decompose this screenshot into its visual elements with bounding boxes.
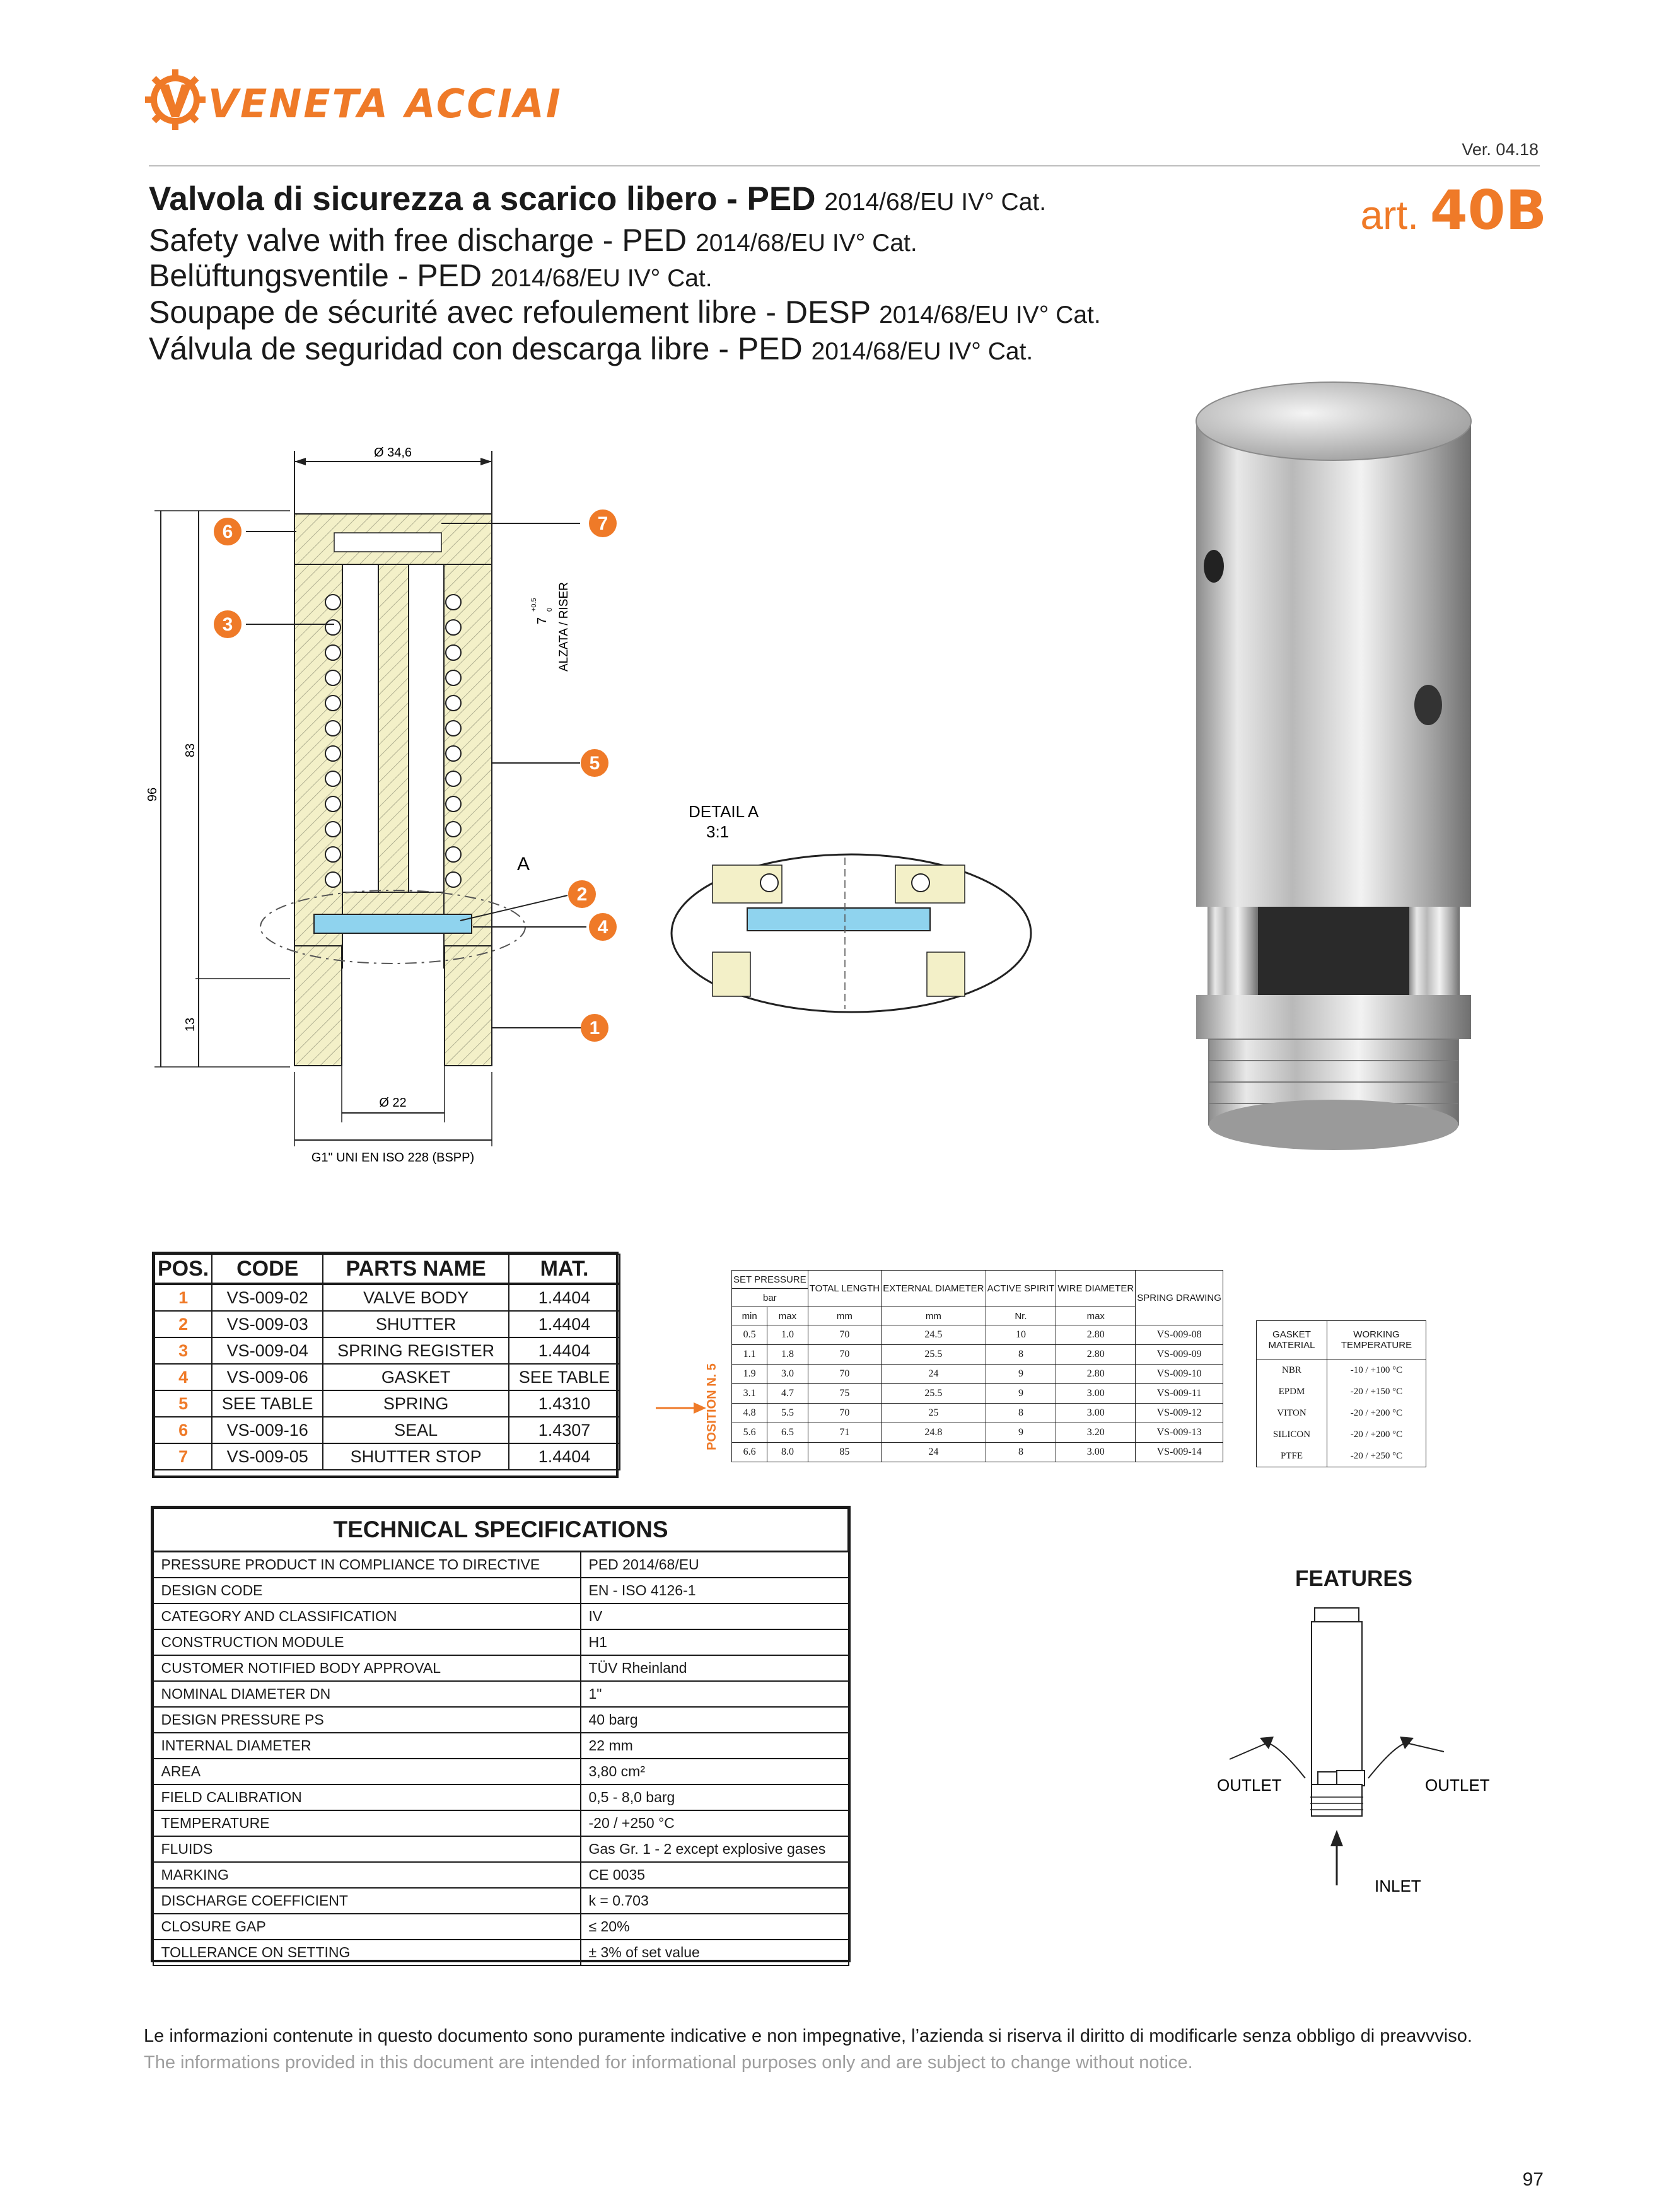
- header-external-diameter: EXTERNAL DIAMETER: [882, 1271, 986, 1307]
- cell: 9: [986, 1384, 1056, 1404]
- table-row: [153, 1784, 849, 1810]
- thread-note: G1" UNI EN ISO 228 (BSPP): [311, 1151, 475, 1165]
- callout-1: 1: [589, 1018, 600, 1039]
- outlet-arrow-icon: [1230, 1743, 1267, 1759]
- cell: 3: [154, 1337, 212, 1364]
- position-label: POSITION N. 5: [705, 1363, 719, 1450]
- dim-total-height: 96: [146, 787, 160, 802]
- parts-table-frame: [152, 1252, 619, 1478]
- article-number: art. 40B: [1360, 179, 1547, 242]
- table-row: [732, 1325, 1223, 1345]
- title-de: Belüftungsventile - PED 2014/68/EU IV° Cat.: [149, 258, 713, 293]
- spec-value: -20 / +250 °C: [581, 1810, 849, 1836]
- table-row: [732, 1384, 1223, 1404]
- cell: -20 / +150 °C: [1327, 1381, 1426, 1402]
- cell: 3.0: [767, 1365, 808, 1384]
- version-label: Ver. 04.18: [1462, 140, 1539, 159]
- header-set-pressure: SET PRESSURE: [732, 1271, 808, 1289]
- cell: 85: [808, 1443, 881, 1462]
- cell: 24.8: [882, 1423, 986, 1443]
- table-row: [732, 1404, 1223, 1423]
- spec-key: DISCHARGE COEFFICIENT: [153, 1888, 581, 1914]
- table-row: [732, 1365, 1223, 1384]
- cell: -20 / +200 °C: [1327, 1402, 1426, 1424]
- cell: VS-009-05: [212, 1443, 323, 1470]
- spec-value: 3,80 cm²: [581, 1759, 849, 1784]
- title-en: Safety valve with free discharge - PED 2014/68/EU IV° Cat.: [149, 223, 917, 258]
- cell: GASKET: [323, 1364, 509, 1390]
- cell: VS-009-14: [1136, 1443, 1223, 1462]
- detail-title: DETAIL A: [689, 802, 759, 821]
- table-row: [153, 1629, 849, 1655]
- title-es: Válvula de seguridad con descarga libre - PED 2014/68/EU IV° Cat.: [149, 331, 1033, 366]
- header-working-temperature: WORKING TEMPERATURE: [1327, 1321, 1426, 1359]
- header-max: max: [767, 1307, 808, 1325]
- cell: VS-009-10: [1136, 1365, 1223, 1384]
- cell: 1.4404: [509, 1443, 620, 1470]
- brand-logo-icon: [144, 68, 207, 131]
- disclaimer-it: Le informazioni contenute in questo documento sono puramente indicative e non impegnative, l’azienda si riserva il diritto di modificarle senza obbligo di preavvviso.: [144, 2026, 1472, 2046]
- arrow-right-icon: [656, 1399, 706, 1417]
- cell: 4.7: [767, 1384, 808, 1404]
- header-unit-max: max: [1056, 1307, 1136, 1325]
- table-row: [153, 1604, 849, 1629]
- cell: 7: [154, 1443, 212, 1470]
- cell: VS-009-03: [212, 1311, 323, 1337]
- cell: 2.80: [1056, 1325, 1136, 1345]
- cell: 1.4404: [509, 1284, 620, 1311]
- spec-value: ≤ 20%: [581, 1914, 849, 1940]
- riser-value: 7: [535, 617, 549, 624]
- cell: SEE TABLE: [509, 1364, 620, 1390]
- table-row: [153, 1862, 849, 1888]
- cell: 6: [154, 1417, 212, 1443]
- cell: 3.00: [1056, 1384, 1136, 1404]
- cell: VS-009-02: [212, 1284, 323, 1311]
- table-row: [153, 1759, 849, 1784]
- cell: 3.00: [1056, 1404, 1136, 1423]
- cell: SHUTTER: [323, 1311, 509, 1337]
- cell: SHUTTER STOP: [323, 1443, 509, 1470]
- header-spring-drawing: SPRING DRAWING: [1136, 1271, 1223, 1325]
- cell: 2.80: [1056, 1345, 1136, 1365]
- callout-4: 4: [597, 917, 608, 938]
- cell: 9: [986, 1365, 1056, 1384]
- cell: -20 / +250 °C: [1327, 1445, 1426, 1467]
- callout-3: 3: [222, 614, 233, 635]
- riser-tolerance: +0.5: [530, 598, 538, 612]
- cell: 8: [986, 1345, 1056, 1365]
- header-total-length: TOTAL LENGTH: [808, 1271, 881, 1307]
- title-fr: Soupape de sécurité avec refoulement libre - DESP 2014/68/EU IV° Cat.: [149, 294, 1101, 330]
- spec-key: CLOSURE GAP: [153, 1914, 581, 1940]
- spec-key: FLUIDS: [153, 1836, 581, 1862]
- cell: 24: [882, 1365, 986, 1384]
- detail-a-drawing: [662, 795, 1040, 1022]
- table-row: [153, 1552, 849, 1578]
- callout-5: 5: [589, 753, 600, 774]
- cell: VS-009-06: [212, 1364, 323, 1390]
- title-it: Valvola di sicurezza a scarico libero - PED 2014/68/EU IV° Cat.: [149, 180, 1047, 218]
- header-divider: [149, 165, 1540, 166]
- table-row: [153, 1681, 849, 1707]
- cell: 75: [808, 1384, 881, 1404]
- table-row: [1257, 1424, 1426, 1445]
- cell: 5: [154, 1390, 212, 1417]
- spec-value: IV: [581, 1604, 849, 1629]
- cell: 8.0: [767, 1443, 808, 1462]
- spec-key: CONSTRUCTION MODULE: [153, 1629, 581, 1655]
- product-photo: [1170, 377, 1498, 1165]
- dim-bottom-diameter: Ø 22: [379, 1096, 407, 1110]
- header-code: CODE: [212, 1254, 323, 1284]
- detail-marker: A: [517, 854, 530, 875]
- cell: VS-009-09: [1136, 1345, 1223, 1365]
- table-row: [1257, 1381, 1426, 1402]
- cell: 25.5: [882, 1345, 986, 1365]
- cell: 5.5: [767, 1404, 808, 1423]
- cell: 0.5: [732, 1325, 767, 1345]
- table-row: [153, 1914, 849, 1940]
- cell: VS-009-12: [1136, 1404, 1223, 1423]
- cell: SPRING REGISTER: [323, 1337, 509, 1364]
- features-title: FEATURES: [1295, 1566, 1413, 1591]
- table-row: [1257, 1359, 1426, 1382]
- cell: SEAL: [323, 1417, 509, 1443]
- header-material: MAT.: [509, 1254, 620, 1284]
- gasket-table: [1256, 1320, 1426, 1467]
- spec-key: DESIGN CODE: [153, 1578, 581, 1604]
- cell: 24.5: [882, 1325, 986, 1345]
- section-drawing: [145, 441, 700, 1167]
- header-unit-mm-2: mm: [882, 1307, 986, 1325]
- riser-label: ALZATA / RISER: [557, 582, 571, 672]
- table-row: [1257, 1445, 1426, 1467]
- header-active-spirit: ACTIVE SPIRIT: [986, 1271, 1056, 1307]
- cell: VS-009-04: [212, 1337, 323, 1364]
- spec-key: FIELD CALIBRATION: [153, 1784, 581, 1810]
- table-row: [732, 1423, 1223, 1443]
- dim-top-diameter: Ø 34,6: [373, 446, 412, 460]
- callout-7: 7: [597, 513, 608, 534]
- cell: VS-009-08: [1136, 1325, 1223, 1345]
- spec-key: PRESSURE PRODUCT IN COMPLIANCE TO DIRECTIVE: [153, 1552, 581, 1578]
- cell: 1.1: [732, 1345, 767, 1365]
- spec-value: CE 0035: [581, 1862, 849, 1888]
- spec-value: 1": [581, 1681, 849, 1707]
- cell: -20 / +200 °C: [1327, 1424, 1426, 1445]
- spec-key: AREA: [153, 1759, 581, 1784]
- tech-specs-title: TECHNICAL SPECIFICATIONS: [153, 1508, 849, 1552]
- spec-value: EN - ISO 4126-1: [581, 1578, 849, 1604]
- cell: 8: [986, 1443, 1056, 1462]
- cell: 25.5: [882, 1384, 986, 1404]
- tech-specs-table: [152, 1507, 849, 1966]
- page-number: 97: [1522, 2169, 1544, 2190]
- spec-value: k = 0.703: [581, 1888, 849, 1914]
- spec-value: TÜV Rheinland: [581, 1655, 849, 1681]
- header-min: min: [732, 1307, 767, 1325]
- table-row: [732, 1345, 1223, 1365]
- header-pos: POS.: [154, 1254, 212, 1284]
- header-gasket-material: GASKET MATERIAL: [1257, 1321, 1327, 1359]
- spec-key: CATEGORY AND CLASSIFICATION: [153, 1604, 581, 1629]
- cell: 24: [882, 1443, 986, 1462]
- cell: 71: [808, 1423, 881, 1443]
- cell: 1.9: [732, 1365, 767, 1384]
- cell: 4.8: [732, 1404, 767, 1423]
- table-row: [153, 1655, 849, 1681]
- cell: 2: [154, 1311, 212, 1337]
- table-row: [153, 1836, 849, 1862]
- cell: -10 / +100 °C: [1327, 1359, 1426, 1382]
- riser-tolerance-lower: 0: [546, 607, 554, 612]
- outlet-left-label: OUTLET: [1217, 1776, 1282, 1795]
- cell: 25: [882, 1404, 986, 1423]
- features-diagram: [1217, 1595, 1494, 1911]
- spec-key: TEMPERATURE: [153, 1810, 581, 1836]
- cell: 1.4404: [509, 1311, 620, 1337]
- spec-key: DESIGN PRESSURE PS: [153, 1707, 581, 1733]
- table-row: [153, 1940, 849, 1965]
- spec-value: 0,5 - 8,0 barg: [581, 1784, 849, 1810]
- cell: 6.5: [767, 1423, 808, 1443]
- table-row: [153, 1888, 849, 1914]
- spec-key: CUSTOMER NOTIFIED BODY APPROVAL: [153, 1655, 581, 1681]
- table-row: [153, 1707, 849, 1733]
- cell: 1.0: [767, 1325, 808, 1345]
- spec-value: H1: [581, 1629, 849, 1655]
- cell: SPRING: [323, 1390, 509, 1417]
- cell: 1: [154, 1284, 212, 1311]
- cell: 3.00: [1056, 1443, 1136, 1462]
- table-row: [1257, 1402, 1426, 1424]
- spec-value: Gas Gr. 1 - 2 except explosive gases: [581, 1836, 849, 1862]
- cell: VS-009-13: [1136, 1423, 1223, 1443]
- spring-table: [731, 1270, 1223, 1462]
- spec-key: INTERNAL DIAMETER: [153, 1733, 581, 1759]
- cell: VS-009-11: [1136, 1384, 1223, 1404]
- header-wire-diameter: WIRE DIAMETER: [1056, 1271, 1136, 1307]
- brand-name: VENETA ACCIAI: [208, 81, 562, 127]
- cell: 4: [154, 1364, 212, 1390]
- table-row: [153, 1733, 849, 1759]
- cell: NBR: [1257, 1359, 1327, 1382]
- table-row: [153, 1578, 849, 1604]
- table-row: [732, 1443, 1223, 1462]
- cell: 1.8: [767, 1345, 808, 1365]
- cell: 8: [986, 1404, 1056, 1423]
- cell: 5.6: [732, 1423, 767, 1443]
- cell: 3.20: [1056, 1423, 1136, 1443]
- dim-thread-height: 13: [183, 1017, 197, 1032]
- cell: 3.1: [732, 1384, 767, 1404]
- header-parts-name: PARTS NAME: [323, 1254, 509, 1284]
- disclaimer-en: The informations provided in this document are intended for informational purposes only and are subject to change without notice.: [144, 2052, 1193, 2073]
- outlet-right-label: OUTLET: [1425, 1776, 1490, 1795]
- spec-value: PED 2014/68/EU: [581, 1552, 849, 1578]
- cell: VALVE BODY: [323, 1284, 509, 1311]
- cell: SEE TABLE: [212, 1390, 323, 1417]
- cell: 70: [808, 1365, 881, 1384]
- inlet-label: INLET: [1375, 1877, 1421, 1895]
- cell: 70: [808, 1345, 881, 1365]
- spec-key: TOLLERANCE ON SETTING: [153, 1940, 581, 1965]
- cell: EPDM: [1257, 1381, 1327, 1402]
- callout-6: 6: [222, 521, 233, 542]
- spec-value: 22 mm: [581, 1733, 849, 1759]
- spec-value: 40 barg: [581, 1707, 849, 1733]
- cell: SILICON: [1257, 1424, 1327, 1445]
- header-unit-nr: Nr.: [986, 1307, 1056, 1325]
- cell: 9: [986, 1423, 1056, 1443]
- callout-2: 2: [576, 884, 588, 905]
- cell: 10: [986, 1325, 1056, 1345]
- cell: 1.4404: [509, 1337, 620, 1364]
- detail-scale: 3:1: [706, 822, 730, 841]
- spec-key: NOMINAL DIAMETER DN: [153, 1681, 581, 1707]
- cell: 2.80: [1056, 1365, 1136, 1384]
- dim-body-height: 83: [183, 743, 197, 758]
- spec-value: ± 3% of set value: [581, 1940, 849, 1965]
- header-unit-bar: bar: [732, 1289, 808, 1307]
- table-row: [153, 1810, 849, 1836]
- spec-key: MARKING: [153, 1862, 581, 1888]
- cell: 1.4310: [509, 1390, 620, 1417]
- cell: 1.4307: [509, 1417, 620, 1443]
- cell: 6.6: [732, 1443, 767, 1462]
- header-unit-mm: mm: [808, 1307, 881, 1325]
- cell: VITON: [1257, 1402, 1327, 1424]
- cell: 70: [808, 1404, 881, 1423]
- cell: PTFE: [1257, 1445, 1327, 1467]
- cell: VS-009-16: [212, 1417, 323, 1443]
- cell: 70: [808, 1325, 881, 1345]
